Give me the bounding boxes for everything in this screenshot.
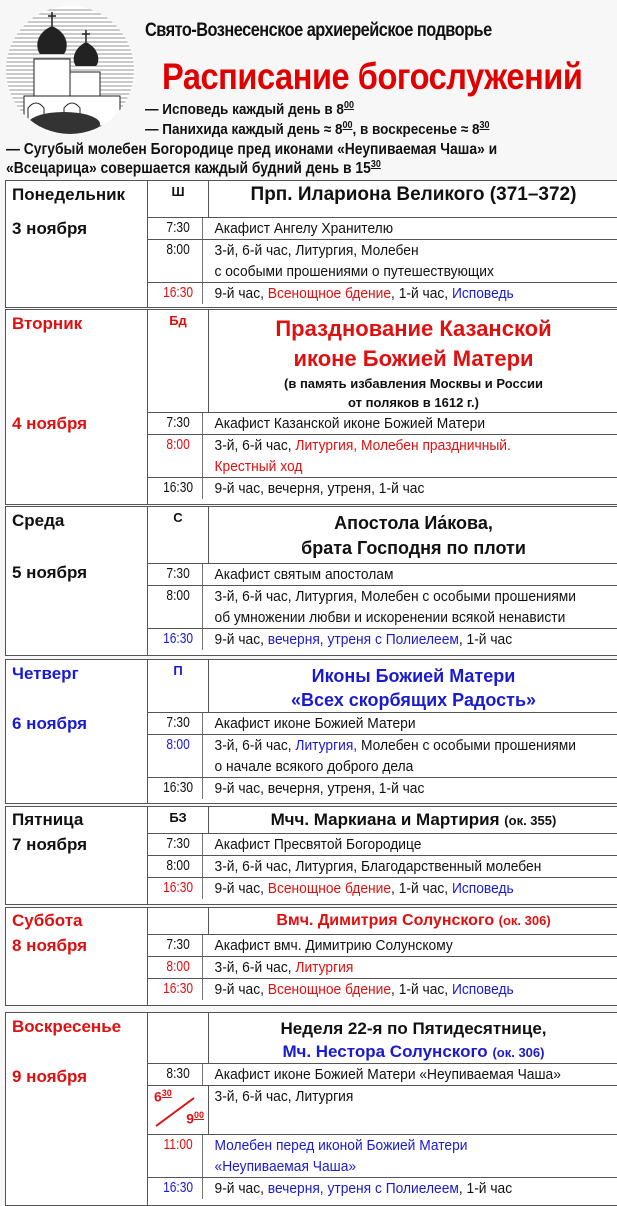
service-row: 8:00 3-й, 6-й час, Литургия (148, 956, 617, 978)
day-name: Пятница (12, 810, 84, 829)
day-date: 3 ноября (12, 219, 88, 238)
service-row: 16:30 9-й час, Всенощное бдение, 1-й час, Исповедь (148, 978, 617, 1000)
service-row: 7:30 Акафист вмч. Димитрию Солунскому (148, 934, 617, 956)
service-mark: Ш (171, 184, 185, 199)
service-row: 8:00 3-й, 6-й час, Литургия, Молебен праздничный. Крестный ход (148, 434, 617, 477)
feast-subtitle: (в память избавления Москвы и России от поляков в 1612 г.) (284, 376, 543, 410)
day-date: 6 ноября (12, 714, 88, 733)
organization-name: Свято-Вознесенское архиерейское подворье (145, 20, 492, 41)
service-row: 8:00 3-й, 6-й час, Литургия, Молебен с особыми прошениями о путешествующих (148, 239, 617, 282)
feast-title: Празднование Казанской иконе Божией Матери (275, 316, 552, 371)
day-name: Суббота (12, 911, 83, 930)
service-row: 8:00 3-й, 6-й час, Литургия, Молебен с особыми прошениями о начале всякого доброго дела (148, 734, 617, 777)
service-row: 7:30 Акафист иконе Божией Матери (148, 712, 617, 734)
day-name: Среда (12, 511, 65, 530)
feast-title: Апостола Иа́кова, брата Господня по плоти (301, 513, 526, 558)
church-logo-icon (4, 4, 136, 136)
service-row: 7:30 Акафист Ангелу Хранителю (148, 217, 617, 239)
service-row: $6^{30}$ $9^{00}$ 3-й, 6-й час, Литургия (148, 1085, 617, 1134)
feast-title: Прп. Илариона Великого (371–372) (250, 184, 577, 205)
note-panikhida: — Панихида каждый день ≈ $8^{00}$, в воскресенье ≈ $8^{30}$ (145, 120, 490, 138)
day-block-wednesday (5, 506, 617, 656)
day-date: 5 ноября (12, 563, 88, 582)
service-row: 7:30 Акафист Казанской иконе Божией Матери (148, 412, 617, 434)
feast-title: Мчч. Маркиана и Мартирия (ок. 355) (270, 810, 557, 829)
header (0, 0, 617, 178)
service-row: 16:30 9-й час, вечерня, утреня, 1-й час (148, 477, 617, 499)
service-row: 8:30 Акафист иконе Божией Матери «Неупиваемая Чаша» (148, 1063, 617, 1085)
service-row: 16:30 9-й час, вечерня, утреня с Полиелеем, 1-й час (148, 628, 617, 650)
note-confession: — Исповедь каждый день в $8^{00}$ (145, 100, 354, 118)
day-date: 4 ноября (12, 414, 88, 433)
service-row: 7:30 Акафист Пресвятой Богородице (148, 833, 617, 855)
service-row: 11:00 Молебен перед иконой Божией Матери «Неупиваемая Чаша» (148, 1134, 617, 1177)
day-block-saturday (5, 907, 617, 1006)
service-row: 8:00 3-й, 6-й час, Литургия, Молебен с особыми прошениями об умножении любви и искоренении всякой ненависти (148, 585, 617, 628)
service-row: 16:30 9-й час, вечерня, утреня, 1-й час (148, 777, 617, 799)
service-row: 7:30 Акафист святым апостолам (148, 563, 617, 585)
service-mark: С (173, 510, 183, 525)
day-name: Вторник (12, 314, 83, 333)
feast-title: Иконы Божией Матери «Всех скорбящих Радость» (290, 666, 537, 710)
note-moleben-line2: «Всецарица» совершается каждый будний день в $15^{30}$ (6, 159, 381, 178)
service-mark: П (173, 663, 183, 678)
day-date: 8 ноября (12, 936, 88, 955)
day-block-thursday (5, 659, 617, 804)
day-block-tuesday (5, 309, 617, 505)
day-date: 7 ноября (12, 835, 88, 854)
day-block-friday (5, 806, 617, 905)
service-mark: Бд (169, 313, 187, 328)
day-name: Воскресенье (12, 1017, 122, 1036)
split-time: $6^{30}$ $9^{00}$ (148, 1086, 209, 1134)
service-row: 16:30 9-й час, Всенощное бдение, 1-й час, Исповедь (148, 282, 617, 304)
page-title: Расписание богослужений (162, 56, 583, 97)
day-block-sunday (5, 1012, 617, 1206)
day-name: Понедельник (12, 185, 126, 204)
service-mark: БЗ (169, 810, 187, 825)
feast-title: Неделя 22-я по Пятидесятнице, Мч. Нестора Солунского (ок. 306) (280, 1019, 547, 1061)
feast-title: Вмч. Димитрия Солунского (ок. 306) (276, 912, 551, 929)
service-row: 8:00 3-й, 6-й час, Литургия, Благодарственный молебен (148, 855, 617, 877)
day-date: 9 ноября (12, 1067, 88, 1086)
day-block-monday (5, 180, 617, 308)
day-name: Четверг (12, 664, 79, 683)
service-row: 16:30 9-й час, вечерня, утреня с Полиелеем, 1-й час (148, 1177, 617, 1199)
note-moleben-line1: — Сугубый молебен Богородице пред иконами «Неупиваемая Чаша» и (6, 141, 498, 158)
service-row: 16:30 9-й час, Всенощное бдение, 1-й час, Исповедь (148, 877, 617, 899)
